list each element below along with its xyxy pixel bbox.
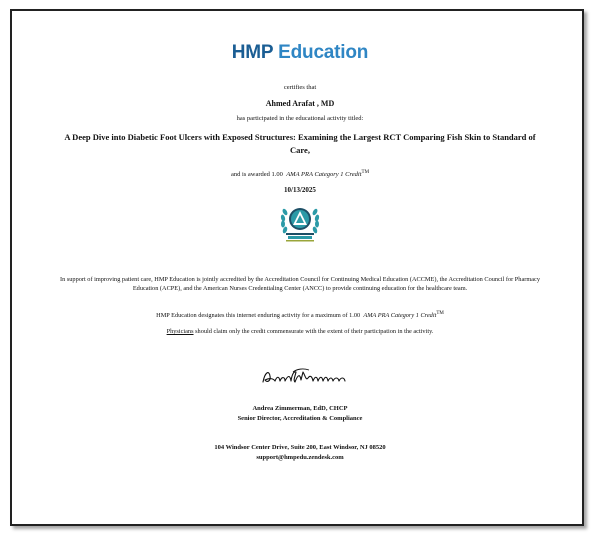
award-prefix: and is awarded 1.00 (230, 171, 283, 179)
award-line (0, 170, 600, 178)
recipient-name: Ahmed Arafat , MD (265, 99, 335, 108)
signature-image (255, 366, 355, 388)
award-tm: TM (361, 170, 370, 175)
designation-credit: AMA PRA Category 1 Credit (363, 312, 437, 320)
physicians-rest: should claim only the credit commensurate with the extent of their participation in the activity. (193, 328, 434, 335)
designation-statement (60, 309, 540, 320)
contact-email: support@hmpedu.zendesk.com (256, 454, 344, 461)
accreditation-statement: In support of improving patient care, HMP Education is jointly accredited by the Accreditation Council for Continuing Medical Education (ACCME), the Accreditation Council for Pharmacy Education (ACPE), and the American Nurses Credentialing Center (ANCC) to provide continuing education for the healthcare team. (60, 276, 540, 292)
award-credit: AMA PRA Category 1 Credit (286, 171, 362, 179)
award-date: 10/13/2025 (284, 186, 316, 194)
participated-text: has participated in the educational activity titled: (236, 115, 364, 122)
certifies-that-text: certifies that (283, 84, 317, 91)
logo-hmp-text: HMP (231, 42, 274, 63)
physicians-link[interactable]: Physicians (166, 328, 194, 335)
hmp-education-logo (0, 42, 600, 64)
joint-accreditation-badge (275, 200, 325, 246)
signatory-title: Senior Director, Accreditation & Compliance (237, 415, 363, 422)
contact-address: 104 Windsor Center Drive, Suite 200, East Windsor, NJ 08520 (214, 444, 386, 451)
designation-prefix: HMP Education designates this internet enduring activity for a maximum of 1.00 (156, 312, 361, 320)
designation-tm: TM (436, 311, 444, 316)
activity-title: A Deep Dive into Diabetic Foot Ulcers with Exposed Structures: Examining the Largest RCT Comparing Fish Skin to Standard of Care, (64, 132, 536, 155)
laurel-right-icon (312, 208, 320, 234)
laurel-left-icon (280, 208, 288, 234)
logo-education-text: Education (278, 42, 369, 63)
physicians-statement (60, 327, 540, 336)
signatory-name: Andrea Zimmerman, EdD, CHCP (252, 405, 348, 412)
